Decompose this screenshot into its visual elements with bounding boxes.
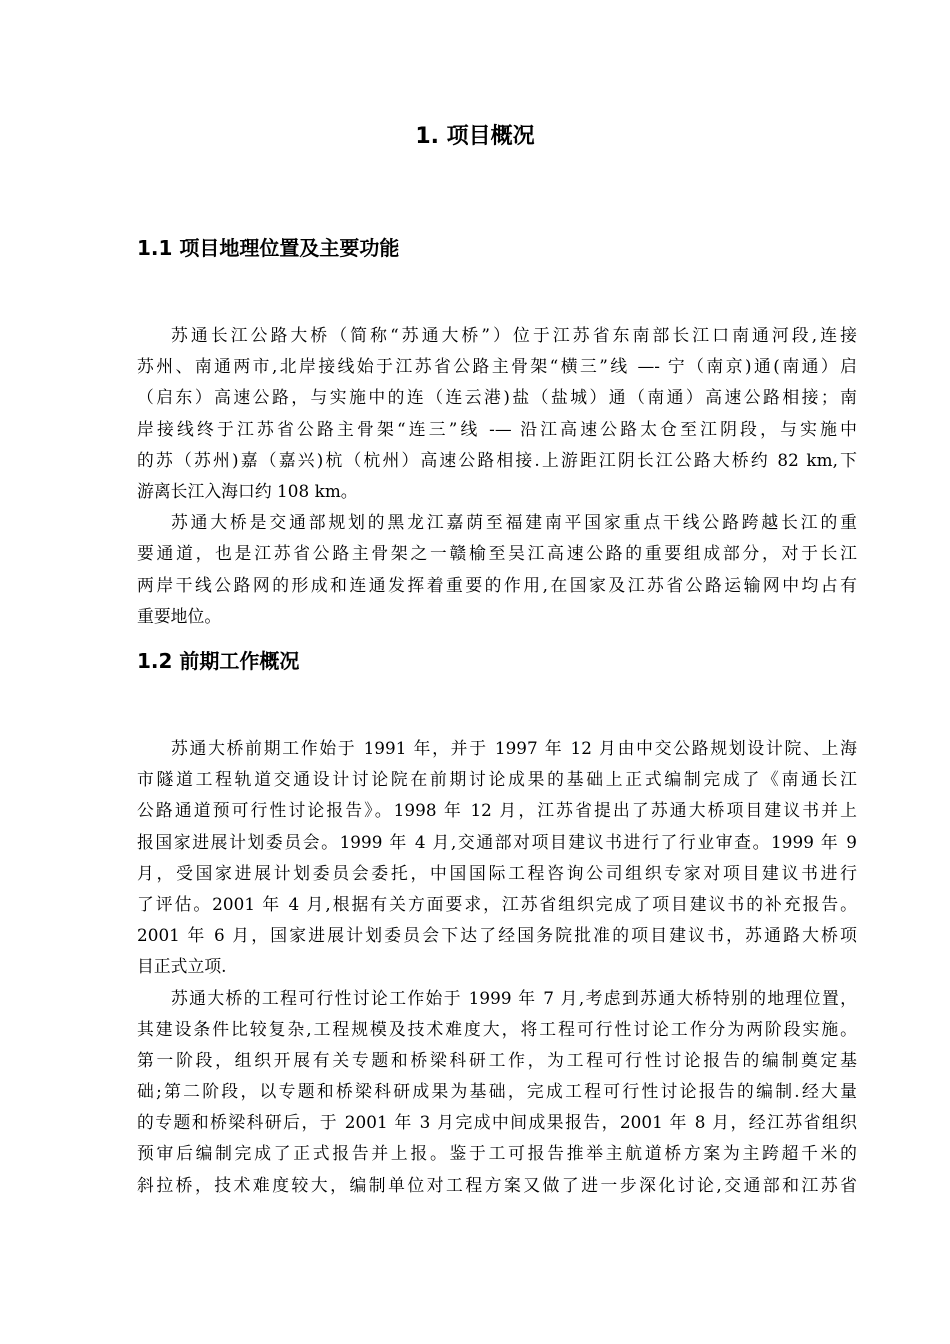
text-line: 两岸干线公路网的形成和连通发挥着重要的作用,在国家及江苏省公路运输网中均占有: [137, 574, 857, 595]
text-line: 苏通大桥是交通部规划的黑龙江嘉荫至福建南平国家重点干线公路跨越长江的重: [171, 512, 857, 533]
text-line: 苏通大桥前期工作始于 1991 年，并于 1997 年 12 月由中交公路规划设计院、上海: [171, 738, 857, 758]
text-line: 础;第二阶段，以专题和桥梁科研成果为基础，完成工程可行性讨论报告的编制.经大量: [137, 1081, 857, 1102]
text-line: 的苏（苏州)嘉（嘉兴)杭（杭州）高速公路相接.上游距江阴长江公路大桥约 82 km,下: [137, 449, 857, 470]
text-line: 苏通长江公路大桥（简称“苏通大桥”）位于江苏省东南部长江口南通河段,连接: [171, 325, 857, 345]
text-line: 公路通道预可行性讨论报告》。1998 年 12 月，江苏省提出了苏通大桥项目建议书并上: [137, 800, 857, 821]
text-line: 月，受国家进展计划委员会委托，中国国际工程咨询公司组织专家对项目建议书进行: [137, 862, 857, 883]
section-title: 1.1 项目地理位置及主要功能: [137, 236, 400, 260]
text-line: 第一阶段，组织开展有关专题和桥梁科研工作，为工程可行性讨论报告的编制奠定基: [137, 1049, 857, 1070]
chapter-title: 1. 项目概况: [415, 124, 535, 149]
text-line: 预审后编制完成了正式报告并上报。鉴于工可报告推举主航道桥方案为主跨超千米的: [137, 1143, 857, 1164]
text-line: 目正式立项.: [137, 956, 227, 977]
text-line: 了评估。2001 年 4 月,根据有关方面要求，江苏省组织完成了项目建议书的补充报告。: [137, 893, 857, 914]
text-line: （启东）高速公路，与实施中的连（连云港)盐（盐城）通（南通）高速公路相接；南: [137, 387, 857, 408]
text-line: 岸接线终于江苏省公路主骨架“连三”线 -— 沿江高速公路太仓至江阴段，与实施中: [137, 418, 857, 439]
text-line: 2001 年 6 月，国家进展计划委员会下达了经国务院批准的项目建议书，苏通路大桥项: [137, 925, 857, 946]
text-line: 市隧道工程轨道交通设计讨论院在前期讨论成果的基础上正式编制完成了《南通长江: [137, 769, 857, 790]
text-line: 斜拉桥，技术难度较大，编制单位对工程方案又做了进一步深化讨论,交通部和江苏省: [137, 1174, 857, 1195]
text-line: 苏州、南通两市,北岸接线始于江苏省公路主骨架“横三”线 —- 宁（南京)通(南通）启: [137, 356, 857, 377]
text-line: 苏通大桥的工程可行性讨论工作始于 1999 年 7 月,考虑到苏通大桥特别的地理位置，: [171, 987, 857, 1008]
text-line: 报国家进展计划委员会。1999 年 4 月,交通部对项目建议书进行了行业审查。1999 年 9: [137, 831, 857, 852]
text-line: 游离长江入海口约 108 km。: [137, 480, 358, 501]
section-body: [137, 733, 857, 1201]
text-line: 的专题和桥梁科研后，于 2001 年 3 月完成中间成果报告，2001 年 8 月，经江苏省组织: [137, 1112, 857, 1133]
text-line: 其建设条件比较复杂,工程规模及技术难度大，将工程可行性讨论工作分为两阶段实施。: [137, 1018, 857, 1039]
section-body: [137, 320, 857, 632]
text-line: 重要地位。: [137, 605, 222, 626]
section-title: 1.2 前期工作概况: [137, 649, 300, 673]
text-line: 要通道，也是江苏省公路主骨架之一赣榆至吴江高速公路的重要组成部分，对于长江: [137, 543, 857, 564]
